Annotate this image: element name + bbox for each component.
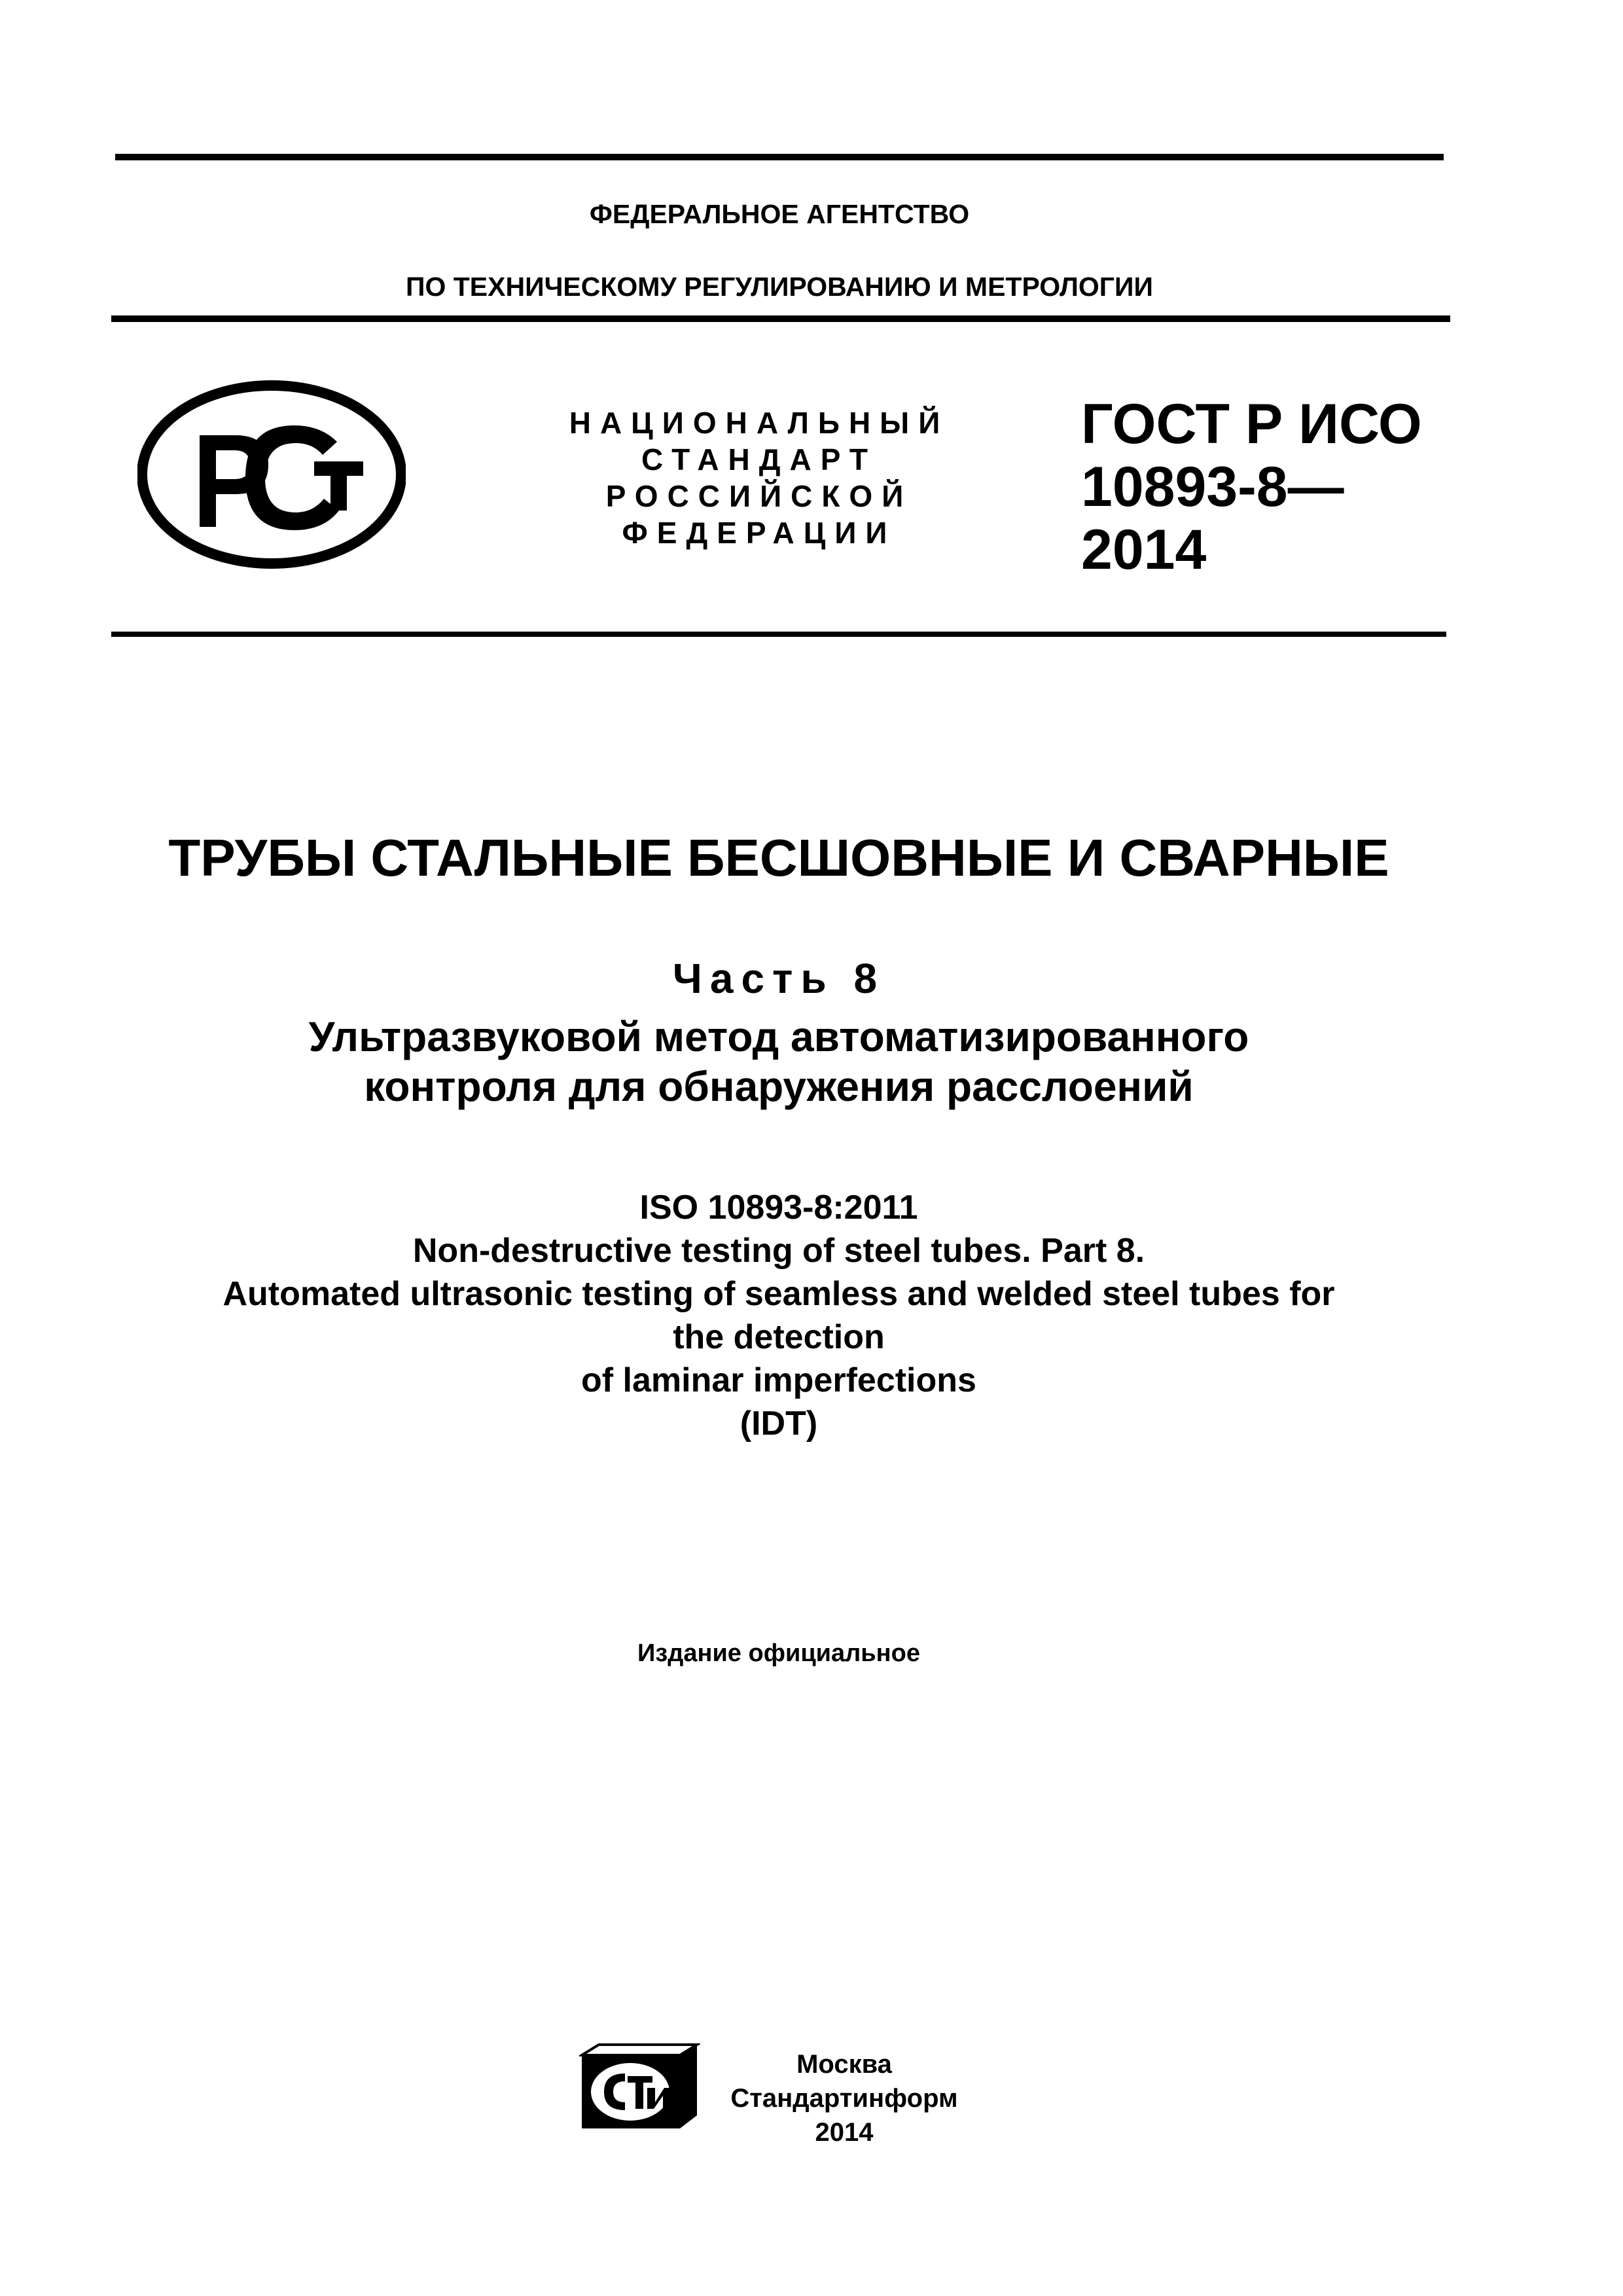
rst-emblem-icon (137, 380, 406, 569)
iso-line-5: of laminar imperfections (581, 1361, 976, 1399)
iso-line-6: (IDT) (740, 1405, 818, 1443)
publisher-name: Стандартинформ (730, 2084, 958, 2113)
designation-bottom-rule (111, 632, 1446, 637)
iso-line-1: ISO 10893-8:2011 (639, 1189, 918, 1227)
publisher-year: 2014 (815, 2118, 874, 2147)
publisher-city: Москва (796, 2050, 892, 2079)
national-standard-line-4: ФЕДЕРАЦИИ (622, 516, 897, 550)
national-standard-line-3: РОССИЙСКОЙ (605, 479, 913, 513)
designation-line-3: 2014 (1081, 518, 1207, 581)
designation-line-2: 10893-8— (1081, 456, 1344, 518)
standard-designation (1081, 393, 1448, 581)
agency-line-2: ПО ТЕХНИЧЕСКОМУ РЕГУЛИРОВАНИЮ И МЕТРОЛОГИИ (406, 272, 1153, 302)
designation-line-1: ГОСТ Р ИСО (1081, 393, 1422, 456)
subtitle-line-1: Ультразвуковой метод автоматизированного (308, 1013, 1249, 1060)
iso-line-4: the detection (673, 1318, 885, 1356)
document-title: ТРУБЫ СТАЛЬНЫЕ БЕСШОВНЫЕ И СВАРНЫЕ (168, 829, 1389, 887)
subtitle-line-2: контроля для обнаружения расслоений (364, 1063, 1194, 1110)
standartinform-logo-icon (579, 2042, 700, 2132)
top-rule (115, 154, 1444, 160)
header-bottom-rule (111, 315, 1450, 322)
edition-label: Издание официальное (637, 1640, 920, 1667)
iso-line-2: Non-destructive testing of steel tubes. Part 8. (412, 1232, 1145, 1270)
subtitle (65, 1012, 1492, 1111)
national-standard-label (550, 404, 969, 551)
agency-line-1: ФЕДЕРАЛЬНОЕ АГЕНТСТВО (589, 199, 970, 229)
part-label: Часть 8 (672, 955, 885, 1002)
national-standard-line-2: СТАНДАРТ (641, 442, 877, 476)
iso-line-3: Automated ultrasonic testing of seamless and welded steel tubes for (223, 1275, 1335, 1313)
national-standard-line-1: НАЦИОНАЛЬНЫЙ (569, 406, 950, 440)
publisher-info (694, 2047, 995, 2149)
iso-reference (65, 1186, 1492, 1445)
